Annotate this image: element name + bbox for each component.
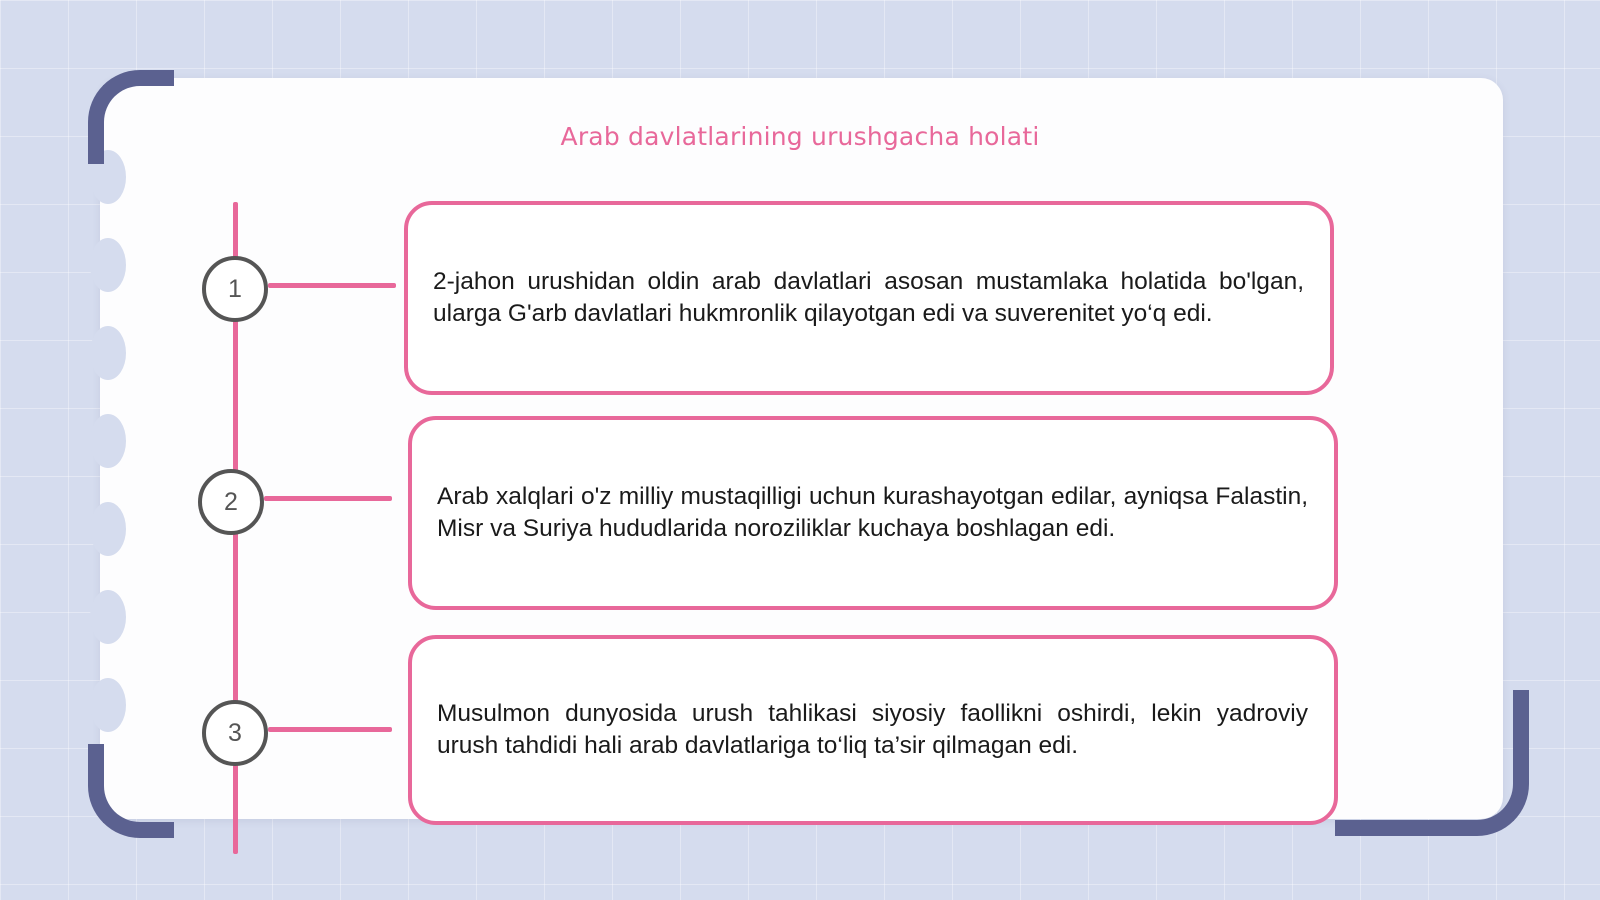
- frame-corner-bottom-left: [88, 744, 174, 838]
- timeline-connector: [268, 283, 396, 288]
- paper-scallop: [90, 502, 126, 556]
- frame-corner-bottom-right: [1335, 690, 1529, 836]
- paper-scallop: [90, 414, 126, 468]
- timeline-card: [404, 201, 1334, 395]
- card-text: 2-jahon urushidan oldin arab davlatlari asosan mustamlaka holatida bo'lgan, ularga G'arb davlatlari hukmronlik qilayotgan edi va suverenitet yo‘q edi.: [433, 268, 1304, 327]
- card-text: Musulmon dunyosida urush tahlikasi siyosiy faollikni oshirdi, lekin yadroviy urush tahdidi hali arab davlatlariga to‘liq ta’sir qilmagan edi.: [437, 700, 1308, 759]
- card-text: Arab xalqlari o'z milliy mustaqilligi uchun kurashayotgan edilar, ayniqsa Falastin, Misr va Suriya hududlarida noroziliklar kuchaya boshlagan edi.: [437, 483, 1308, 542]
- timeline-card: [408, 416, 1338, 610]
- step-number-circle: 3: [202, 700, 268, 766]
- paper-scallop: [90, 326, 126, 380]
- slide-title: Arab davlatlarining urushgacha holati: [560, 122, 1040, 151]
- frame-corner-top-left: [88, 70, 174, 164]
- paper-scallop: [90, 678, 126, 732]
- timeline-connector: [268, 727, 392, 732]
- step-number-circle: 2: [198, 469, 264, 535]
- paper-scallop: [90, 590, 126, 644]
- paper-scallop: [90, 238, 126, 292]
- timeline-card: [408, 635, 1338, 825]
- step-number-circle: 1: [202, 256, 268, 322]
- timeline-connector: [264, 496, 392, 501]
